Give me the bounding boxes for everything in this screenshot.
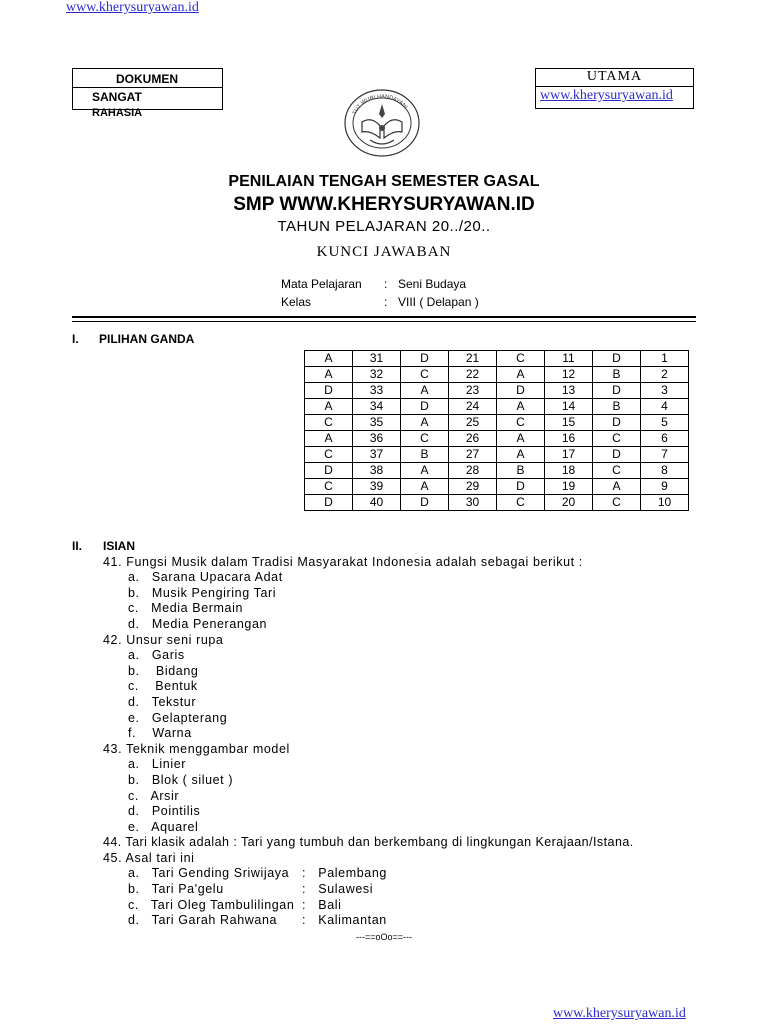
answer-letter-cell: B <box>497 463 545 479</box>
answer-letter-cell: D <box>593 415 641 431</box>
question-number-cell: 28 <box>449 463 497 479</box>
answer-45a-value: : Palembang <box>302 866 387 880</box>
question-number-cell: 38 <box>353 463 401 479</box>
question-number-cell: 33 <box>353 383 401 399</box>
answer-letter-cell: C <box>401 431 449 447</box>
question-number-cell: 25 <box>449 415 497 431</box>
question-number-cell: 14 <box>545 399 593 415</box>
class-label: Kelas <box>281 295 312 309</box>
answer-letter-cell: A <box>497 399 545 415</box>
answer-row <box>305 399 689 415</box>
logo-motto-text: TUT WURI HANDAYANI <box>351 93 409 116</box>
doc-label-rahasia: RAHASIA <box>92 107 143 119</box>
question-number-cell: 1 <box>641 351 689 367</box>
header-rule-thin <box>72 321 696 322</box>
answer-41d: d. Media Penerangan <box>128 617 268 631</box>
answer-key-heading: KUNCI JAWABAN <box>316 244 452 260</box>
answer-letter-cell: B <box>593 399 641 415</box>
question-number-cell: 36 <box>353 431 401 447</box>
answer-41b: b. Musik Pengiring Tari <box>128 586 277 600</box>
answer-45c-name: c. Tari Oleg Tambulilingan <box>128 898 295 912</box>
question-43: 43. Teknik menggambar model <box>103 742 290 756</box>
answer-42b: b. Bidang <box>128 664 199 678</box>
answer-42e: e. Gelapterang <box>128 711 228 725</box>
answer-42d: d. Tekstur <box>128 695 197 709</box>
section2-number: II. <box>72 539 83 553</box>
answer-row <box>305 463 689 479</box>
question-number-cell: 40 <box>353 495 401 511</box>
section2-title: ISIAN <box>103 539 136 553</box>
answer-row <box>305 447 689 463</box>
tut-wuri-handayani-logo <box>340 88 424 158</box>
question-number-cell: 2 <box>641 367 689 383</box>
question-number-cell: 31 <box>353 351 401 367</box>
answer-row <box>305 367 689 383</box>
question-number-cell: 19 <box>545 479 593 495</box>
answer-45a-name: a. Tari Gending Sriwijaya <box>128 866 290 880</box>
answer-letter-cell: D <box>401 495 449 511</box>
answer-row <box>305 495 689 511</box>
answer-letter-cell: C <box>305 479 353 495</box>
question-number-cell: 29 <box>449 479 497 495</box>
answer-43c: c. Arsir <box>128 789 180 803</box>
answer-letter-cell: A <box>305 367 353 383</box>
answer-letter-cell: D <box>593 351 641 367</box>
question-number-cell: 35 <box>353 415 401 431</box>
answer-key-table <box>304 350 689 511</box>
question-number-cell: 24 <box>449 399 497 415</box>
answer-row <box>305 431 689 447</box>
question-number-cell: 20 <box>545 495 593 511</box>
answer-letter-cell: C <box>593 463 641 479</box>
answer-42a: a. Garis <box>128 648 185 662</box>
footer-site-link[interactable]: www.kherysuryawan.id <box>553 1006 686 1021</box>
question-number-cell: 3 <box>641 383 689 399</box>
question-number-cell: 11 <box>545 351 593 367</box>
utama-divider <box>535 86 694 87</box>
answer-letter-cell: A <box>401 463 449 479</box>
question-number-cell: 37 <box>353 447 401 463</box>
answer-letter-cell: A <box>305 431 353 447</box>
answer-43d: d. Pointilis <box>128 804 201 818</box>
question-number-cell: 30 <box>449 495 497 511</box>
answer-letter-cell: D <box>305 463 353 479</box>
answer-letter-cell: C <box>305 447 353 463</box>
doc-label-dokumen: DOKUMEN <box>116 72 178 86</box>
answer-letter-cell: B <box>593 367 641 383</box>
utama-site-link[interactable]: www.kherysuryawan.id <box>540 88 673 103</box>
answer-letter-cell: D <box>401 399 449 415</box>
answer-letter-cell: D <box>497 479 545 495</box>
answer-letter-cell: C <box>401 367 449 383</box>
answer-43b: b. Blok ( siluet ) <box>128 773 234 787</box>
answer-letter-cell: A <box>497 431 545 447</box>
top-site-link[interactable]: www.kherysuryawan.id <box>66 0 199 15</box>
end-mark: ---==oOo==--- <box>355 932 413 942</box>
doc-label-sangat: SANGAT <box>92 90 142 104</box>
answer-42f: f. Warna <box>128 726 192 740</box>
question-44: 44. Tari klasik adalah : Tari yang tumbuh dan berkembang di lingkungan Kerajaan/Istana. <box>103 835 634 849</box>
question-45: 45. Asal tari ini <box>103 851 195 865</box>
answer-letter-cell: D <box>305 383 353 399</box>
question-number-cell: 26 <box>449 431 497 447</box>
answer-letter-cell: C <box>305 415 353 431</box>
answer-letter-cell: B <box>401 447 449 463</box>
answer-letter-cell: D <box>401 351 449 367</box>
answer-letter-cell: C <box>593 495 641 511</box>
answer-letter-cell: A <box>305 351 353 367</box>
subject-label: Mata Pelajaran <box>281 277 362 291</box>
answer-letter-cell: C <box>497 495 545 511</box>
question-42: 42. Unsur seni rupa <box>103 633 224 647</box>
question-number-cell: 13 <box>545 383 593 399</box>
question-number-cell: 21 <box>449 351 497 367</box>
academic-year: TAHUN PELAJARAN 20../20.. <box>277 218 491 235</box>
header-rule-thick <box>72 316 696 318</box>
question-number-cell: 34 <box>353 399 401 415</box>
question-number-cell: 23 <box>449 383 497 399</box>
answer-41c: c. Media Bermain <box>128 601 244 615</box>
question-number-cell: 6 <box>641 431 689 447</box>
subject-value: Seni Budaya <box>398 277 467 291</box>
answer-letter-cell: C <box>593 431 641 447</box>
answer-45b-value: : Sulawesi <box>302 882 374 896</box>
answer-45c-value: : Bali <box>302 898 342 912</box>
question-number-cell: 18 <box>545 463 593 479</box>
school-name: SMP WWW.KHERYSURYAWAN.ID <box>233 194 535 215</box>
question-number-cell: 17 <box>545 447 593 463</box>
section1-title: PILIHAN GANDA <box>99 332 195 346</box>
answer-letter-cell: D <box>305 495 353 511</box>
answer-45d-name: d. Tari Garah Rahwana <box>128 913 278 927</box>
answer-letter-cell: A <box>401 383 449 399</box>
answer-42c: c. Bentuk <box>128 679 198 693</box>
answer-letter-cell: A <box>497 367 545 383</box>
section1-number: I. <box>72 332 79 346</box>
answer-letter-cell: A <box>497 447 545 463</box>
answer-45d-value: : Kalimantan <box>302 913 387 927</box>
answer-letter-cell: C <box>497 351 545 367</box>
question-number-cell: 12 <box>545 367 593 383</box>
answer-letter-cell: A <box>401 479 449 495</box>
answer-letter-cell: D <box>497 383 545 399</box>
question-number-cell: 10 <box>641 495 689 511</box>
box-divider <box>72 87 223 88</box>
answer-row <box>305 351 689 367</box>
answer-letter-cell: A <box>305 399 353 415</box>
answer-row <box>305 479 689 495</box>
answer-letter-cell: A <box>593 479 641 495</box>
exam-title: PENILAIAN TENGAH SEMESTER GASAL <box>228 173 540 190</box>
utama-label: UTAMA <box>586 69 643 84</box>
question-number-cell: 5 <box>641 415 689 431</box>
question-number-cell: 7 <box>641 447 689 463</box>
question-number-cell: 8 <box>641 463 689 479</box>
class-value: VIII ( Delapan ) <box>398 295 479 309</box>
question-number-cell: 27 <box>449 447 497 463</box>
answer-letter-cell: A <box>401 415 449 431</box>
answer-45b-name: b. Tari Pa'gelu <box>128 882 224 896</box>
answer-letter-cell: D <box>593 383 641 399</box>
answer-letter-cell: D <box>593 447 641 463</box>
question-number-cell: 22 <box>449 367 497 383</box>
answer-letter-cell: C <box>497 415 545 431</box>
class-colon: : <box>384 295 388 309</box>
subject-colon: : <box>384 277 388 291</box>
question-41: 41. Fungsi Musik dalam Tradisi Masyarakat Indonesia adalah sebagai berikut : <box>103 555 583 569</box>
question-number-cell: 4 <box>641 399 689 415</box>
answer-43e: e. Aquarel <box>128 820 199 834</box>
question-number-cell: 16 <box>545 431 593 447</box>
answer-row <box>305 383 689 399</box>
answer-43a: a. Linier <box>128 757 187 771</box>
answer-41a: a. Sarana Upacara Adat <box>128 570 283 584</box>
question-number-cell: 39 <box>353 479 401 495</box>
question-number-cell: 32 <box>353 367 401 383</box>
answer-row <box>305 415 689 431</box>
question-number-cell: 9 <box>641 479 689 495</box>
question-number-cell: 15 <box>545 415 593 431</box>
